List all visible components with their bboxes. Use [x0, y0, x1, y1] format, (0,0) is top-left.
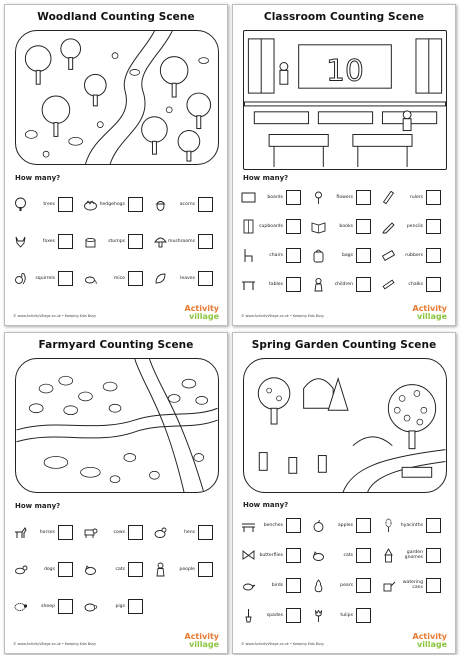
answer-box[interactable]: [198, 234, 213, 249]
count-item-pencils: [381, 216, 451, 238]
count-item-mice: [83, 268, 153, 290]
count-item-rubbers: [381, 245, 451, 267]
answer-box[interactable]: [426, 248, 441, 263]
watering-can-icon: [381, 578, 396, 593]
count-item-apples: [311, 514, 381, 536]
count-item-horses: [13, 522, 83, 544]
count-item-pigs: [83, 596, 153, 618]
answer-box[interactable]: [198, 197, 213, 212]
pig-icon: [83, 599, 98, 614]
count-row: [241, 600, 451, 630]
answer-box[interactable]: [198, 525, 213, 540]
classroom-scene-illustration: [243, 30, 447, 170]
bag-icon: [311, 248, 326, 263]
worksheet-title: Farmyard Counting Scene: [38, 339, 194, 351]
count-label: cats: [343, 552, 353, 558]
count-item-cupboards: [241, 216, 311, 238]
answer-box[interactable]: [286, 277, 301, 292]
cow-icon: [83, 525, 98, 540]
count-label: acorns: [179, 202, 195, 207]
count-label: squirrels: [35, 276, 55, 281]
chalk-icon: [381, 277, 396, 292]
answer-box[interactable]: [356, 277, 371, 292]
board-icon: [241, 190, 256, 205]
spade-icon: [241, 608, 256, 623]
answer-box[interactable]: [128, 271, 143, 286]
flower-icon: [311, 190, 326, 205]
count-item-hens: [153, 522, 223, 544]
count-grid: [241, 510, 451, 634]
count-label: people: [179, 567, 195, 572]
answer-box[interactable]: [286, 548, 301, 563]
child-icon: [311, 277, 326, 292]
cat-icon: [83, 562, 98, 577]
footer-credit: © www.ActivityVillage.co.uk • Keeping Kids Busy: [241, 314, 325, 318]
footer-credit: © www.ActivityVillage.co.uk • Keeping Kids Busy: [13, 642, 97, 646]
pencil-icon: [381, 219, 396, 234]
answer-box[interactable]: [58, 525, 73, 540]
answer-box[interactable]: [356, 190, 371, 205]
count-item-flowers: [311, 187, 381, 209]
count-label: foxes: [42, 239, 55, 244]
butterfly-icon: [241, 548, 256, 563]
footer-credit: © www.ActivityVillage.co.uk • Keeping Kids Busy: [241, 642, 325, 646]
answer-box[interactable]: [286, 578, 301, 593]
count-item-rulers: [381, 187, 451, 209]
person-icon: [153, 562, 168, 577]
count-label: flowers: [336, 195, 353, 200]
count-row: [13, 514, 223, 551]
answer-box[interactable]: [426, 219, 441, 234]
count-label: pigs: [115, 604, 125, 609]
count-item-boards: [241, 187, 311, 209]
footer-credit: © www.ActivityVillage.co.uk • Keeping Kids Busy: [13, 314, 97, 318]
count-row: [13, 588, 223, 625]
count-item-squirrels: [13, 268, 83, 290]
woodland-worksheet[interactable]: [4, 4, 228, 326]
count-grid: [13, 514, 223, 632]
how-many-heading: How many?: [15, 174, 61, 182]
answer-box[interactable]: [356, 578, 371, 593]
count-label: garden gnomes: [404, 550, 423, 560]
count-item-cows: [83, 522, 153, 544]
answer-box[interactable]: [426, 548, 441, 563]
answer-box[interactable]: [426, 578, 441, 593]
count-label: bags: [341, 253, 353, 258]
board-number: 10: [326, 53, 364, 88]
count-label: cupboards: [258, 224, 283, 229]
answer-box[interactable]: [356, 608, 371, 623]
gnome-icon: [381, 548, 396, 563]
count-item-cats: [83, 559, 153, 581]
count-item-chalks: [381, 274, 451, 296]
answer-box[interactable]: [198, 562, 213, 577]
count-label: horses: [39, 530, 55, 535]
count-label: mice: [113, 276, 125, 281]
count-item-children: [311, 274, 381, 296]
count-label: cats: [115, 567, 125, 572]
answer-box[interactable]: [356, 219, 371, 234]
activity-village-logo: Activity village: [184, 632, 219, 649]
squirrel-icon: [13, 271, 28, 286]
bird-icon: [241, 578, 256, 593]
count-item-watering-cans: [381, 574, 451, 596]
count-label: hedgehogs: [99, 202, 125, 207]
count-label: cows: [113, 530, 125, 535]
count-row: [241, 270, 451, 299]
hedgehog-icon: [83, 197, 98, 212]
count-row: [241, 241, 451, 270]
tree-icon: [13, 197, 28, 212]
count-grid: [241, 183, 451, 305]
count-row: [241, 540, 451, 570]
count-item-chairs: [241, 245, 311, 267]
count-label: tables: [268, 282, 283, 287]
chair-icon: [241, 248, 256, 263]
count-label: dogs: [43, 567, 55, 572]
count-label: birds: [271, 582, 283, 588]
answer-box[interactable]: [128, 234, 143, 249]
count-item-hyacinths: [381, 514, 451, 536]
cat-icon: [311, 548, 326, 563]
answer-box[interactable]: [356, 248, 371, 263]
count-item-garden-gnomes: [381, 544, 451, 566]
count-label: hens: [183, 530, 195, 535]
classroom-drawing: [244, 31, 446, 169]
activity-village-logo: Activity village: [412, 304, 447, 321]
activity-village-logo: Activity village: [184, 304, 219, 321]
answer-box[interactable]: [128, 599, 143, 614]
count-item-spades: [241, 604, 311, 626]
rubber-icon: [381, 248, 396, 263]
count-label: tulips: [340, 612, 353, 618]
answer-box[interactable]: [286, 190, 301, 205]
count-label: pears: [340, 582, 353, 588]
count-row: [241, 212, 451, 241]
answer-box[interactable]: [128, 562, 143, 577]
count-item-hedgehogs: [83, 194, 153, 216]
count-label: butterflies: [259, 552, 283, 558]
count-label: chairs: [269, 253, 283, 258]
garden-scene-illustration: [243, 358, 447, 493]
mushroom-icon: [153, 234, 168, 249]
count-row: [13, 260, 223, 297]
answer-box[interactable]: [286, 518, 301, 533]
count-item-stumps: [83, 231, 153, 253]
count-row: [13, 186, 223, 223]
count-row: [241, 183, 451, 212]
answer-box[interactable]: [426, 277, 441, 292]
count-label: boards: [267, 195, 283, 200]
count-item-trees: [13, 194, 83, 216]
answer-box[interactable]: [356, 518, 371, 533]
count-item-butterflies: [241, 544, 311, 566]
mouse-icon: [83, 271, 98, 286]
worksheet-title: Spring Garden Counting Scene: [251, 339, 437, 351]
ruler-icon: [381, 190, 396, 205]
count-item-dogs: [13, 559, 83, 581]
answer-box[interactable]: [356, 548, 371, 563]
count-label: sheep: [41, 604, 55, 609]
hyacinth-icon: [381, 518, 396, 533]
count-label: children: [334, 282, 353, 287]
answer-box[interactable]: [58, 234, 73, 249]
classroom-worksheet[interactable]: [232, 4, 456, 326]
tulip-icon: [311, 608, 326, 623]
pear-icon: [311, 578, 326, 593]
count-item-books: [311, 216, 381, 238]
answer-box[interactable]: [286, 219, 301, 234]
count-label: chalks: [408, 282, 423, 287]
count-label: stumps: [108, 239, 125, 244]
count-label: spades: [266, 612, 283, 618]
count-item-people: [153, 559, 223, 581]
count-row: [13, 223, 223, 260]
count-item-tulips: [311, 604, 381, 626]
count-row: [13, 551, 223, 588]
bench-icon: [241, 518, 256, 533]
count-label: watering cans: [402, 580, 423, 590]
activity-village-logo: Activity village: [412, 632, 447, 649]
count-item-cats: [311, 544, 381, 566]
woodland-drawing: [16, 31, 218, 164]
stump-icon: [83, 234, 98, 249]
count-label: leaves: [180, 276, 195, 281]
count-label: apples: [337, 522, 353, 528]
answer-box[interactable]: [426, 190, 441, 205]
count-row: [241, 510, 451, 540]
count-label: hyacinths: [400, 522, 423, 528]
garden-drawing: [244, 359, 446, 492]
answer-box[interactable]: [426, 518, 441, 533]
acorn-icon: [153, 197, 168, 212]
answer-box[interactable]: [286, 248, 301, 263]
count-item-birds: [241, 574, 311, 596]
answer-box[interactable]: [286, 608, 301, 623]
count-label: trees: [43, 202, 55, 207]
count-label: pencils: [406, 224, 423, 229]
how-many-heading: How many?: [15, 502, 61, 510]
leaf-icon: [153, 271, 168, 286]
apple-icon: [311, 518, 326, 533]
dog-icon: [13, 562, 28, 577]
answer-box[interactable]: [128, 525, 143, 540]
table-icon: [241, 277, 256, 292]
count-item-tables: [241, 274, 311, 296]
count-item-acorns: [153, 194, 223, 216]
count-item-sheep: [13, 596, 83, 618]
count-label: rubbers: [405, 253, 423, 258]
count-item-pears: [311, 574, 381, 596]
count-item-leaves: [153, 268, 223, 290]
hen-icon: [153, 525, 168, 540]
count-grid: [13, 186, 223, 304]
count-label: books: [339, 224, 353, 229]
farmyard-drawing: [16, 359, 218, 492]
worksheet-title: Classroom Counting Scene: [263, 11, 425, 23]
count-label: rulers: [409, 195, 423, 200]
count-label: mushrooms: [168, 239, 195, 244]
count-item-benches: [241, 514, 311, 536]
how-many-heading: How many?: [243, 174, 289, 182]
count-row: [241, 570, 451, 600]
answer-box[interactable]: [58, 271, 73, 286]
count-item-foxes: [13, 231, 83, 253]
book-icon: [311, 219, 326, 234]
cupboard-icon: [241, 219, 256, 234]
horse-icon: [13, 525, 28, 540]
farmyard-worksheet[interactable]: [4, 332, 228, 654]
farmyard-scene-illustration: [15, 358, 219, 493]
answer-box[interactable]: [58, 197, 73, 212]
fox-icon: [13, 234, 28, 249]
answer-box[interactable]: [58, 599, 73, 614]
count-label: benches: [263, 522, 283, 528]
count-item-bags: [311, 245, 381, 267]
answer-box[interactable]: [198, 271, 213, 286]
worksheet-title: Woodland Counting Scene: [37, 11, 195, 23]
how-many-heading: How many?: [243, 501, 289, 509]
count-item-mushrooms: [153, 231, 223, 253]
answer-box[interactable]: [128, 197, 143, 212]
sheep-icon: [13, 599, 28, 614]
spring-garden-worksheet[interactable]: [232, 332, 456, 654]
answer-box[interactable]: [58, 562, 73, 577]
woodland-scene-illustration: [15, 30, 219, 165]
